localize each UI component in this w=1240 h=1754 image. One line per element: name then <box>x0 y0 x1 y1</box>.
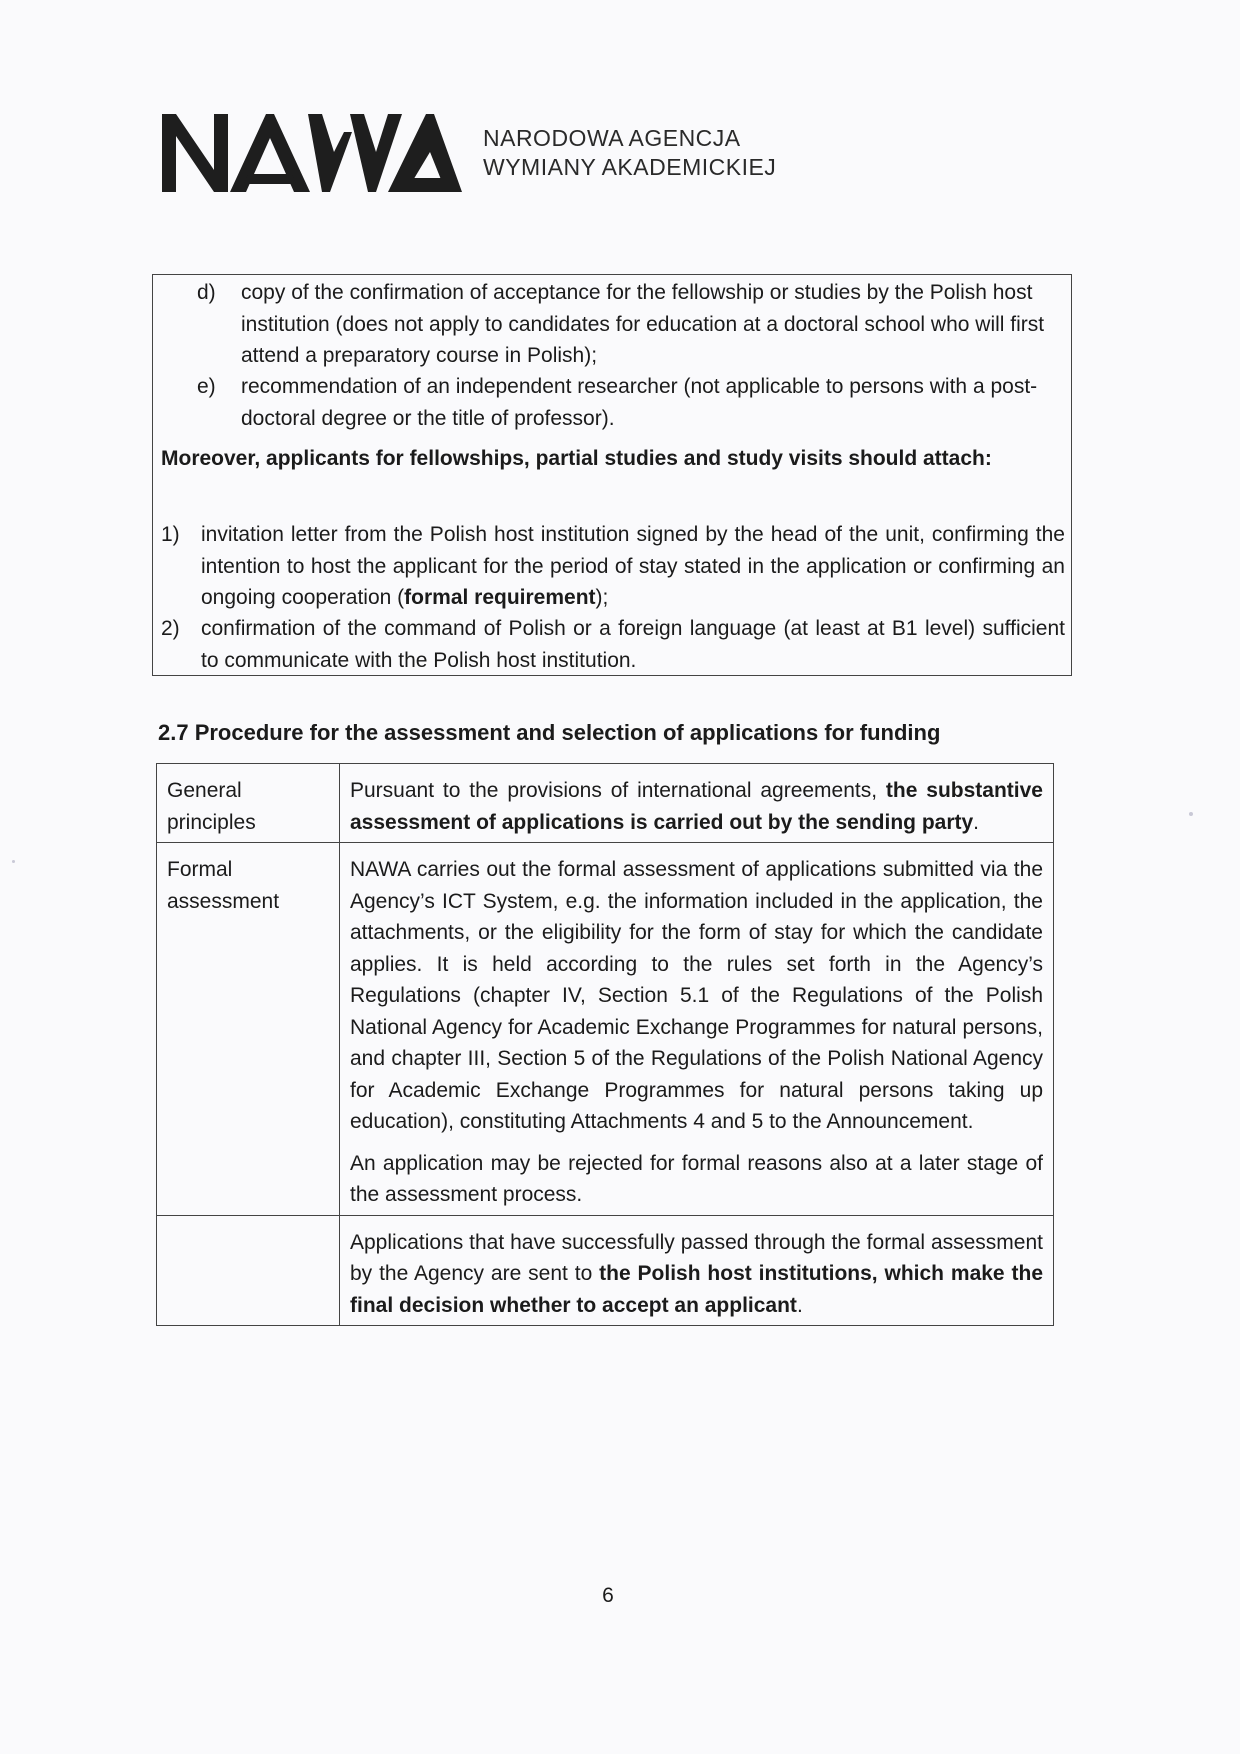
list-item-text: confirmation of the command of Polish or a foreign language (at least at B1 level) sufficient to communicate with the Polish host institution. <box>201 617 1065 672</box>
list-item-label: 1) <box>161 523 180 546</box>
procedure-table <box>156 763 1054 1326</box>
cell-text-end: . <box>796 1293 803 1317</box>
list-item-label: e) <box>197 375 216 398</box>
section-heading: 2.7 Procedure for the assessment and selection of applications for funding <box>158 720 941 745</box>
cell-paragraph: NAWA carries out the formal assessment of applications submitted via the Agency’s ICT System, e.g. the information included in the application, the attachments, or the eligibility for the form of stay for which the candidate applies. It is held according to the rules set forth in the Agency’s Regulations (chapter IV, Section 5.1 of the Regulations of the Polish National Agency for Academic Exchange Programmes for natural persons, and chapter III, Section 5 of the Regulations of the Polish National Agency for Academic Exchange Programmes for natural persons taking up education), constituting Attachments 4 and 5 to the Announcement. <box>350 858 1043 1133</box>
list-item-text: copy of the confirmation of acceptance for the fellowship or studies by the Polish host institution (does not apply to candidates for education at a doctoral school who will first attend a preparatory course in Polish); <box>241 281 1045 367</box>
list-item <box>197 371 1067 434</box>
table-cell-label: Formal assessment <box>157 843 340 1216</box>
org-name-line1: NARODOWA AGENCJA <box>483 125 741 151</box>
table-row <box>157 1215 1054 1326</box>
cell-text-plain: Pursuant to the provisions of international agreements, <box>350 779 886 802</box>
table-cell-label <box>157 1215 340 1326</box>
table-cell-content <box>340 764 1054 843</box>
list-item-text-end: ); <box>595 586 609 609</box>
list-item-text-plain: invitation letter from the Polish host institution signed by the head of the unit, confirming the intention to host the applicant for the period of stay stated in the application or confirming an ongoing cooperation ( <box>201 523 1065 609</box>
list-item-label: 2) <box>161 617 180 640</box>
organization-name <box>483 124 776 182</box>
formal-requirement-label: formal requirement <box>404 586 596 609</box>
list-item <box>197 277 1067 372</box>
table-cell-content <box>340 1215 1054 1326</box>
table-cell-content <box>340 843 1054 1216</box>
cell-text-plain: Applications that have successfully passed through the formal assessment by the Agency are sent to <box>350 1230 1043 1285</box>
list-item <box>161 613 1065 676</box>
list-item-text: recommendation of an independent researcher (not applicable to persons with a post-doctoral degree or the title of professor). <box>241 375 1038 430</box>
list-item-text <box>201 519 1065 614</box>
nawa-logo <box>162 112 462 194</box>
cell-paragraph: An application may be rejected for formal reasons also at a later stage of the assessment process. <box>350 1151 1043 1206</box>
cell-text-bold: the Polish host institutions, which make the final decision whether to accept an applicant <box>350 1262 1043 1317</box>
moreover-note: Moreover, applicants for fellowships, partial studies and study visits should attach: <box>161 447 992 470</box>
attachments-box <box>152 274 1072 676</box>
list-item-label: d) <box>197 281 216 304</box>
org-name-line2: WYMIANY AKADEMICKIEJ <box>483 154 777 180</box>
scan-speck <box>1189 812 1193 816</box>
table-row <box>157 843 1054 1216</box>
list-item <box>161 519 1065 614</box>
table-row <box>157 764 1054 843</box>
table-cell-label: General principles <box>157 764 340 843</box>
page-number: 6 <box>602 1584 614 1607</box>
cell-text-bold: the substantive assessment of applications is carried out by the sending party <box>350 779 1043 834</box>
cell-text-end: . <box>973 810 980 834</box>
scan-speck <box>12 860 15 863</box>
